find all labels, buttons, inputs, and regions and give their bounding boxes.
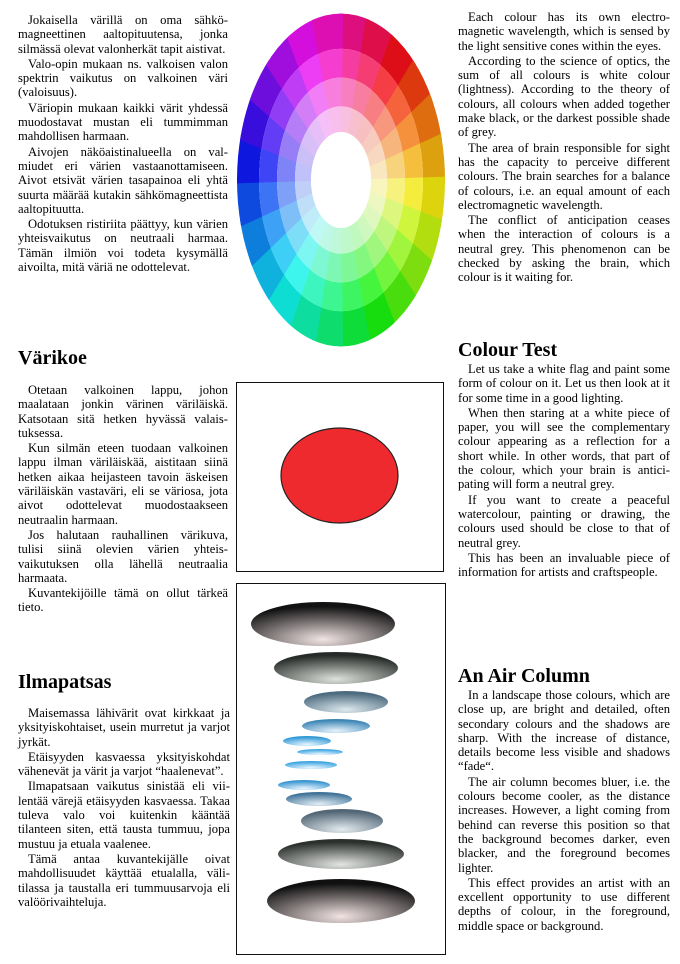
finnish-colour-test	[18, 383, 228, 615]
paragraph: If you want to create a peaceful watercolour, painting or drawing, the colours used should be close to that of neutral grey.	[458, 492, 670, 550]
english-air-column	[458, 688, 670, 933]
finnish-intro	[18, 13, 228, 274]
colour-test-figure	[236, 382, 444, 572]
air-ellipse	[274, 652, 398, 684]
paragraph: The conflict of anticipation ceases when the interaction of colours is a neutral grey. This phenomenon can be checked by asking the brain, which colour is it waiting for.	[458, 213, 670, 285]
heading-an-air-column: An Air Column	[458, 665, 590, 687]
paragraph: Let us take a white flag and paint some form of colour on it. Let us then look at it for some time in a good lighting.	[458, 362, 670, 405]
air-ellipse	[251, 602, 395, 646]
air-ellipse	[283, 736, 331, 746]
air-ellipse	[285, 761, 337, 769]
paragraph: This effect provides an artist with an excellent opportunity to use different depths of colour, in the foreground, middle space or background.	[458, 875, 670, 933]
red-circle-icon	[280, 427, 399, 524]
paragraph: When then staring at a white piece of paper, you will see the complementary colour appearing as a reflection for a short while. In other words, that part of the colour, which your brain is anticipating will form a neutral grey.	[458, 405, 670, 492]
paragraph: Otetaan valkoinen lappu, johon maalataan jonkin värinen väriläiskä. Katsotaan sitä hetken hyvässä valaistuksessa.	[18, 383, 228, 440]
heading-ilmapatsas: Ilmapatsas	[18, 671, 112, 693]
finnish-air-column	[18, 706, 230, 909]
paragraph: Jokaisella värillä on oma sähkömagneettinen aaltopituutensa, jonka silmässä olevat valonherkät tapit aistivat.	[18, 13, 228, 56]
air-ellipse	[278, 780, 330, 790]
paragraph: Jos halutaan rauhallinen värikuva, tulisi siinä olevien värien yhteisvaikutuksen olla lähellä neutraalia harmaata.	[18, 527, 228, 585]
air-ellipse	[267, 879, 415, 923]
paragraph: In a landscape those colours, which are close up, are bright and detailed, often secondary colours and the shadows are sharp. With the increase of distance, details become less visible and shadows “fade“.	[458, 688, 670, 774]
paragraph: Väriopin mukaan kaikki värit yhdessä muodostavat mustan eli tummimman mahdollisen harmaan.	[18, 100, 228, 144]
paragraph: Tämä antaa kuvantekijälle oivat mahdollisuudet käyttää etualalla, välitilassa ja taustalla eri tummuusarvoja eli valöörivaihteluja.	[18, 851, 230, 909]
air-ellipse	[286, 792, 352, 806]
air-ellipse	[278, 839, 404, 869]
paragraph: This has been an invaluable piece of information for artists and craftspeople.	[458, 550, 670, 580]
heading-colour-test: Colour Test	[458, 339, 558, 361]
paragraph: Etäisyyden kasvaessa yksityiskohdat vähenevät ja värit ja varjot “haalenevat”.	[18, 749, 230, 779]
paragraph: Aivojen näköaistinalueella on valmiudet eri värien vastaanottamiseen. Aivot etsivät värien tasapainoa eli yhtä suurta määrää kutakin sähkömagneettista aaltopituutta.	[18, 144, 228, 216]
wheel-center	[311, 132, 371, 228]
paragraph: The area of brain responsible for sight has the capacity to perceive different colours. The brain searches for a balance of colours, i.e. an equal amount of each electromagnetic wavelength.	[458, 140, 670, 212]
heading-varikoe: Värikoe	[18, 347, 87, 369]
english-intro	[458, 10, 670, 285]
paragraph: Each colour has its own electromagnetic wavelength, which is sensed by the light sensitive cones within the eyes.	[458, 10, 670, 53]
paragraph: Kun silmän eteen tuodaan valkoinen lappu ilman väriläiskää, aistitaan siinä hetken aikaa heijasteen tavoin äskeisen väriläiskän vastaväri, eli se väriosa, jota aivot odottelevat muodostaakseen neutraalin harmaan.	[18, 441, 228, 527]
air-column-icon	[237, 584, 444, 953]
paragraph: Odotuksen ristiriita päättyy, kun värien yhteisvaikutus on neutraali harmaa. Tämän ilmiön voi todeta kysymällä aivoilta, mitä väriä ne odottelevat.	[18, 217, 228, 275]
air-ellipse	[297, 749, 343, 755]
color-wheel-icon	[236, 10, 446, 350]
paragraph: Kuvantekijöille tämä on ollut tärkeä tieto.	[18, 586, 228, 615]
paragraph: Maisemassa lähivärit ovat kirkkaat ja yksityiskohtaiset, usein murretut ja varjot jyrkät.	[18, 706, 230, 749]
paragraph: Ilmapatsaan vaikutus sinistää eli viilentää värejä etäisyyden kasvaessa. Takaa tuleva valo voi kuitenkin kääntää tilanteen siten, että tausta tummuu, jopa mustuu ja etuala vaalenee.	[18, 779, 230, 851]
air-ellipse	[301, 809, 383, 833]
air-ellipse	[302, 719, 370, 733]
paragraph: According to the science of optics, the sum of all colours is white colour (lightness). According to the theory of colours, all colours when added together make black, or the darkest possible shade of grey.	[458, 53, 670, 140]
paragraph: The air column becomes bluer, i.e. the colours become cooler, as the distance increases. However, a light coming from behind can reverse this position so that the background becomes darker, even blacker, and the foreground becomes lighter.	[458, 774, 670, 875]
air-ellipse	[304, 691, 388, 713]
air-column-figure	[236, 583, 446, 955]
paragraph: Valo-opin mukaan ns. valkoisen valon spektrin vaikutus on valkoinen väri (valoisuus).	[18, 56, 228, 100]
english-colour-test	[458, 362, 670, 579]
